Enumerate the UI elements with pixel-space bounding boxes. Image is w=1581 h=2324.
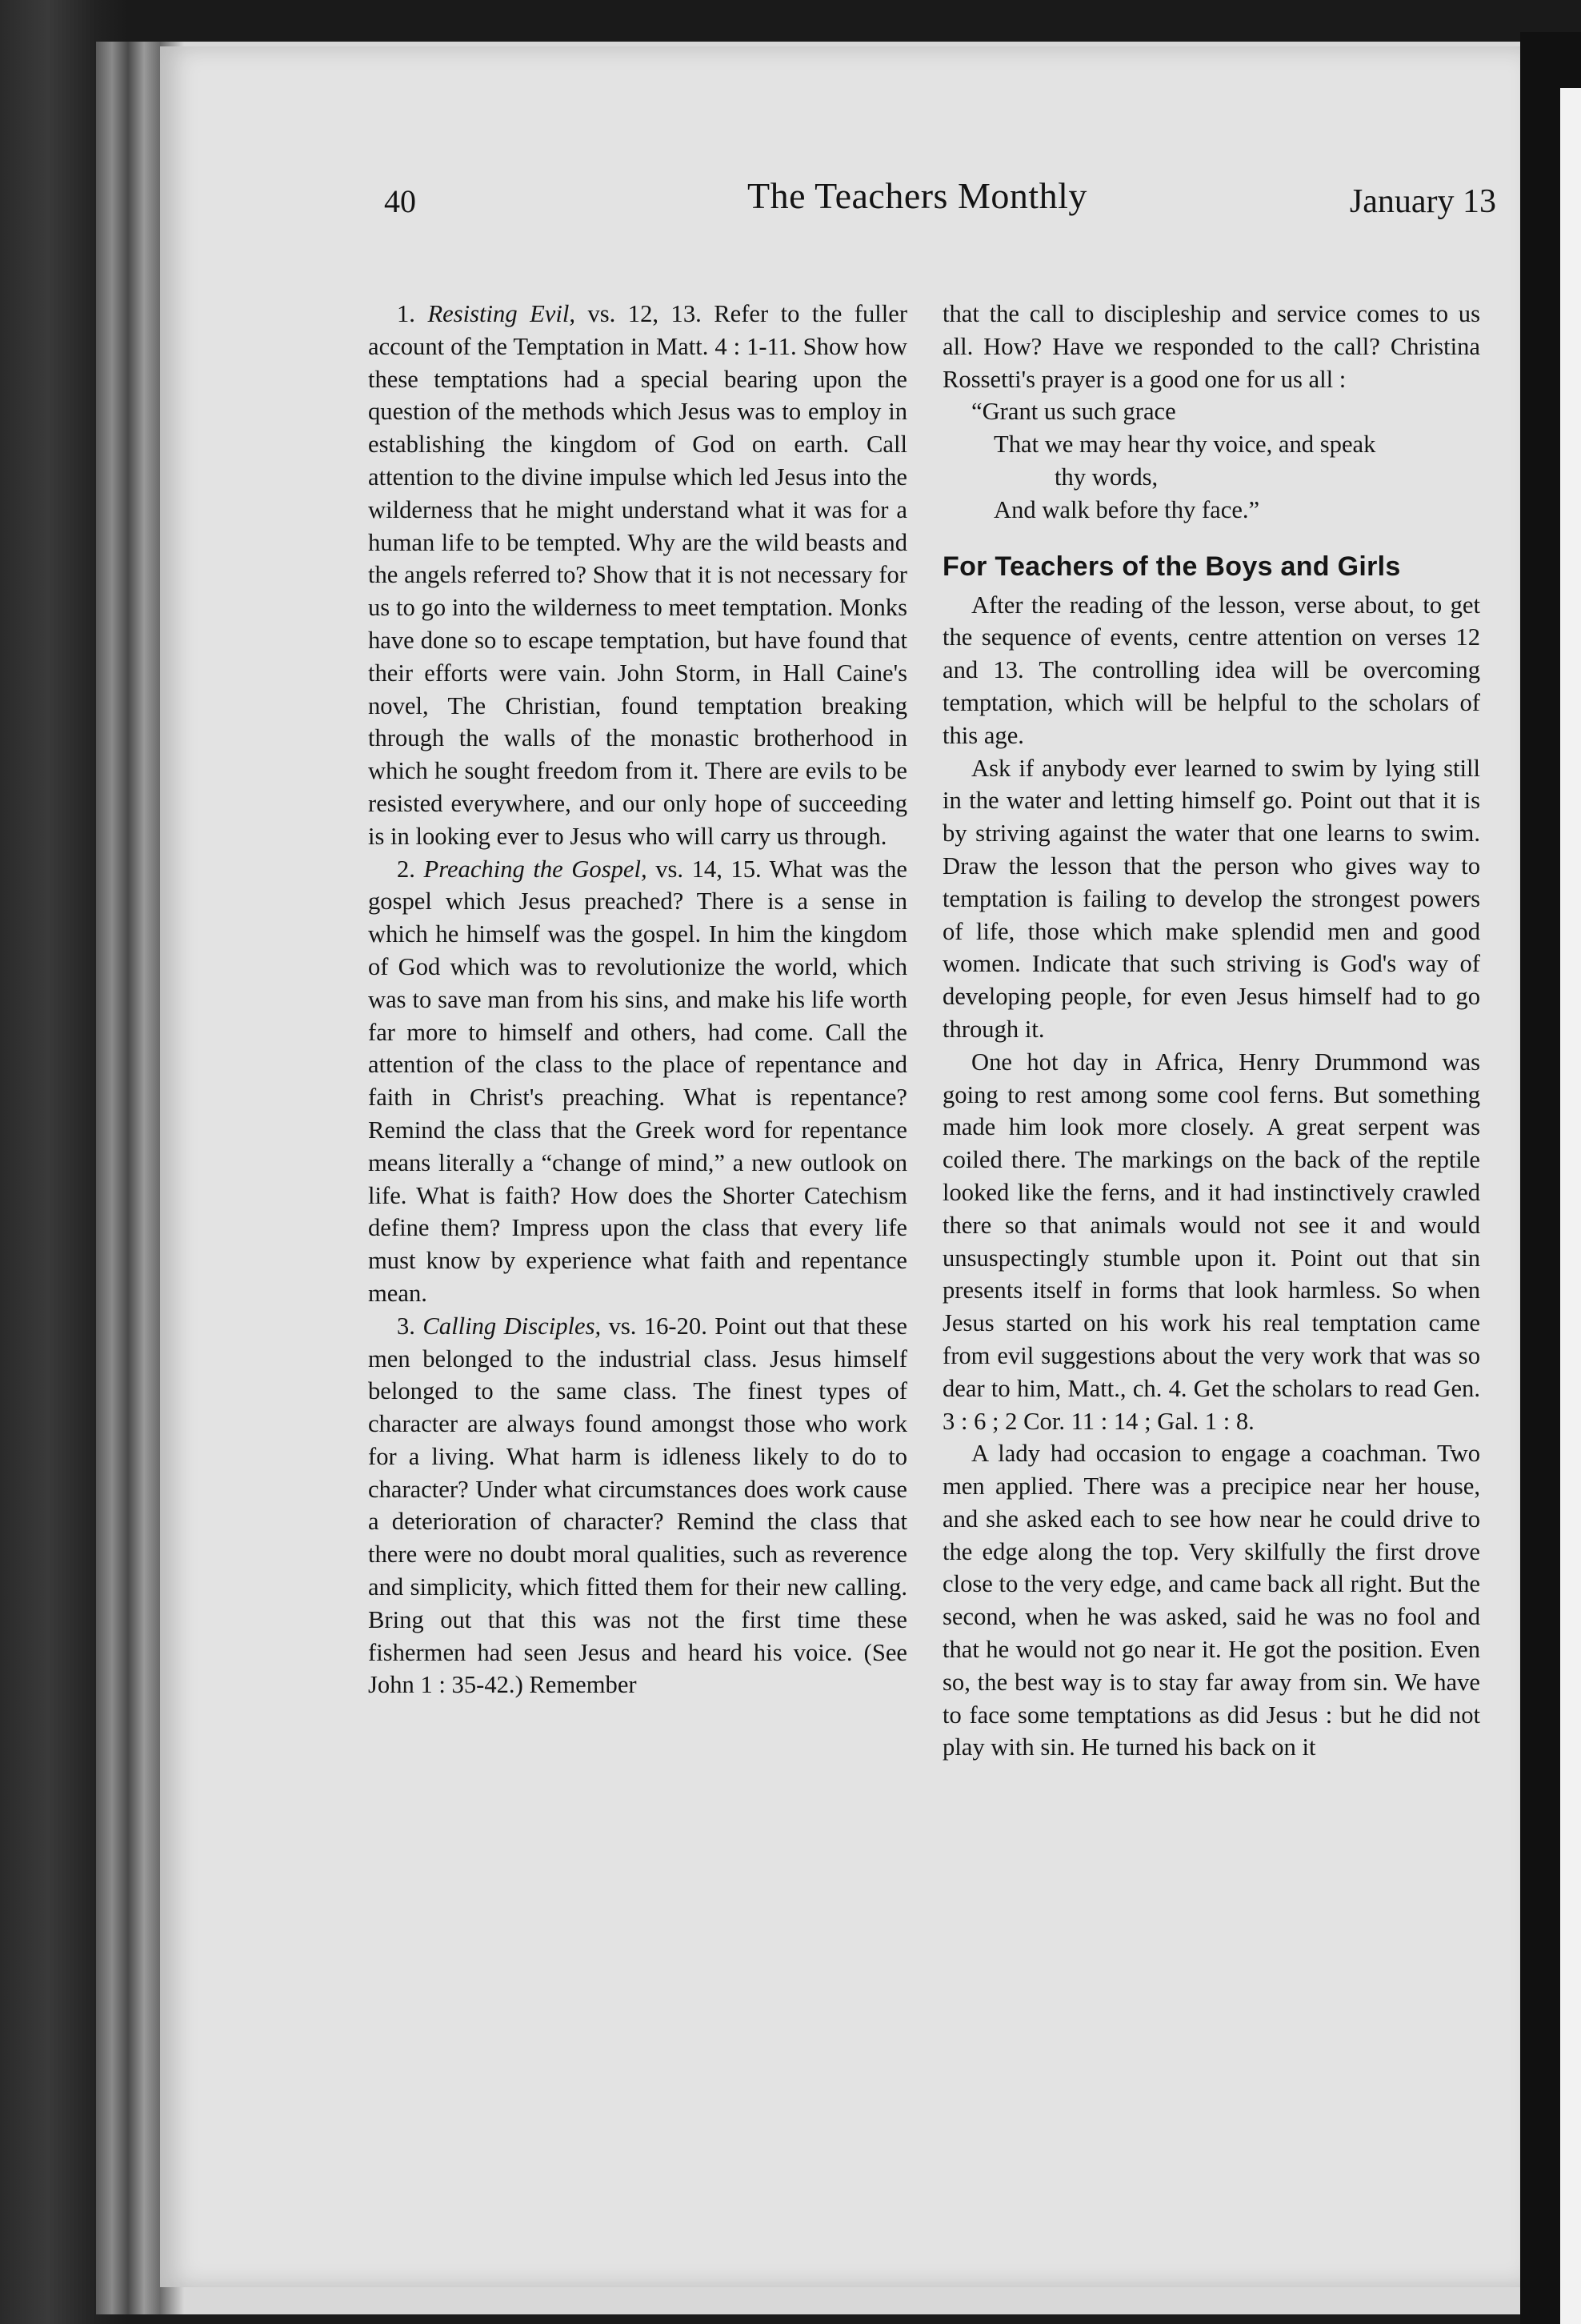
poem-line: thy words, [1055, 463, 1159, 491]
continued-paragraph: that the call to discipleship and service comes to us all. How? Have we responded to the call? Christina Rossetti's prayer is a good one for us all : [943, 300, 1480, 393]
paragraph-number: 2. [397, 855, 415, 883]
paragraph-text: vs. 12, 13. Refer to the fuller account of the Temptation in Matt. 4 : 1-11. Show how these temptations had a special bearing upon the question of the methods which Jesus was to employ in establishing the kingdom of God on earth. Call attention to the divine impulse which led Jesus into the wilderness that he might understand what it was for a human life to be tempted. Why are the wild beasts and the angels referred to? Show that it is not necessary for us to go into the wilderness to meet temptation. Monks have done so to escape temptation, but have found that their efforts were vain. John Storm, in Hall Caine's novel, The Christian, found temptation breaking through the walls of the monastic brotherhood in which he sought freedom from it. There are evils to be resisted everywhere, and our only hope of succeeding is in looking ever to Jesus who will carry us through. [368, 300, 908, 850]
rossetti-poem [943, 395, 1480, 526]
paragraph: One hot day in Africa, Henry Drummond was going to rest among some cool ferns. But something made him look more closely. A great serpent was coiled there. The markings on the back of the reptile looked like the ferns, and it had instinctively crawled there so that animals would not see it and would unsuspectingly stumble upon it. Point out that sin presents itself in forms that look harmless. So when Jesus started on his work his real temptation came from evil suggestions about the very work that was so dear to him, Matt., ch. 4. Get the scholars to read Gen. 3 : 6 ; 2 Cor. 11 : 14 ; Gal. 1 : 8. [943, 1048, 1480, 1435]
running-header [384, 174, 1496, 238]
facing-page-edge [1560, 88, 1581, 2324]
paragraph-resisting-evil [368, 298, 907, 853]
paragraph-calling-disciples [368, 1310, 907, 1702]
poem-line: “Grant us such grace [971, 398, 1176, 426]
paragraph-heading: Preaching the Gospel, [423, 855, 647, 883]
paragraph-heading: Calling Disciples, [422, 1312, 602, 1340]
poem-line: That we may hear thy voice, and speak [994, 431, 1376, 459]
paragraph-heading: Resisting Evil, [427, 300, 575, 327]
issue-date: January 13 [1349, 183, 1496, 220]
paragraph: A lady had occasion to engage a coachman. Two men applied. There was a precipice near her house, and she asked each to see how near he could drive to the edge along the top. Very skilfully the first drove close to the very edge, and came back all right. But the second, when he was asked, said he was no fool and that he would not go near it. He got the position. Even so, the best way is to stay far away from sin. We have to face some temptations as did Jesus : but he did not play with sin. He turned his back on it [943, 1440, 1480, 1761]
left-column [368, 298, 907, 1701]
paragraph: Ask if anybody ever learned to swim by lying still in the water and letting himself go. Point out that it is by striving against the water that one learns to swim. Draw the lesson that the person who gives way to temptation is failing to develop the strongest powers of life, those which make splendid men and good women. Indicate that such striving is God's way of developing people, for even Jesus himself had to go through it. [943, 754, 1480, 1043]
paragraph-number: 3. [397, 1312, 415, 1340]
poem-line: And walk before thy face.” [994, 495, 1260, 523]
page-number: 40 [384, 183, 416, 219]
paragraph-text: vs. 16-20. Point out that these men belonged to the industrial class. Jesus himself belonged to the same class. The finest types of character are always found amongst those who work for a living. What harm is idleness likely to do to character? Under what circumstances does work cause a deterioration of character? Remind the class that there were no doubt moral qualities, such as reverence and simplicity, which fitted them for their new calling. Bring out that this was not the first time these fishermen had seen Jesus and heard his voice. (See John 1 : 35-42.) Remember [368, 1312, 907, 1699]
journal-title: The Teachers Monthly [747, 175, 1087, 216]
paragraph: After the reading of the lesson, verse about, to get the sequence of events, centre attention on verses 12 and 13. The controlling idea will be overcoming temptation, which will be helpful to the scholars of this age. [943, 591, 1480, 749]
paragraph-number: 1. [397, 300, 415, 327]
section-heading: For Teachers of the Boys and Girls [943, 551, 1401, 582]
paragraph-text: vs. 14, 15. What was the gospel which Jesus preached? There is a sense in which he himself was the gospel. In him the kingdom of God which was to revolutionize the world, which was to save man from his sins, and make his life worth far more to himself and others, had come. Call the attention of the class to the place of repentance and faith in Christ's preaching. What is repentance? Remind the class that the Greek word for repentance means literally a “change of mind,” a new outlook on life. What is faith? How does the Shorter Catechism define them? Impress upon the class that every life must know by experience what faith and repentance mean. [368, 855, 907, 1307]
right-column [943, 298, 1480, 1764]
paragraph-preaching-gospel [368, 853, 907, 1310]
